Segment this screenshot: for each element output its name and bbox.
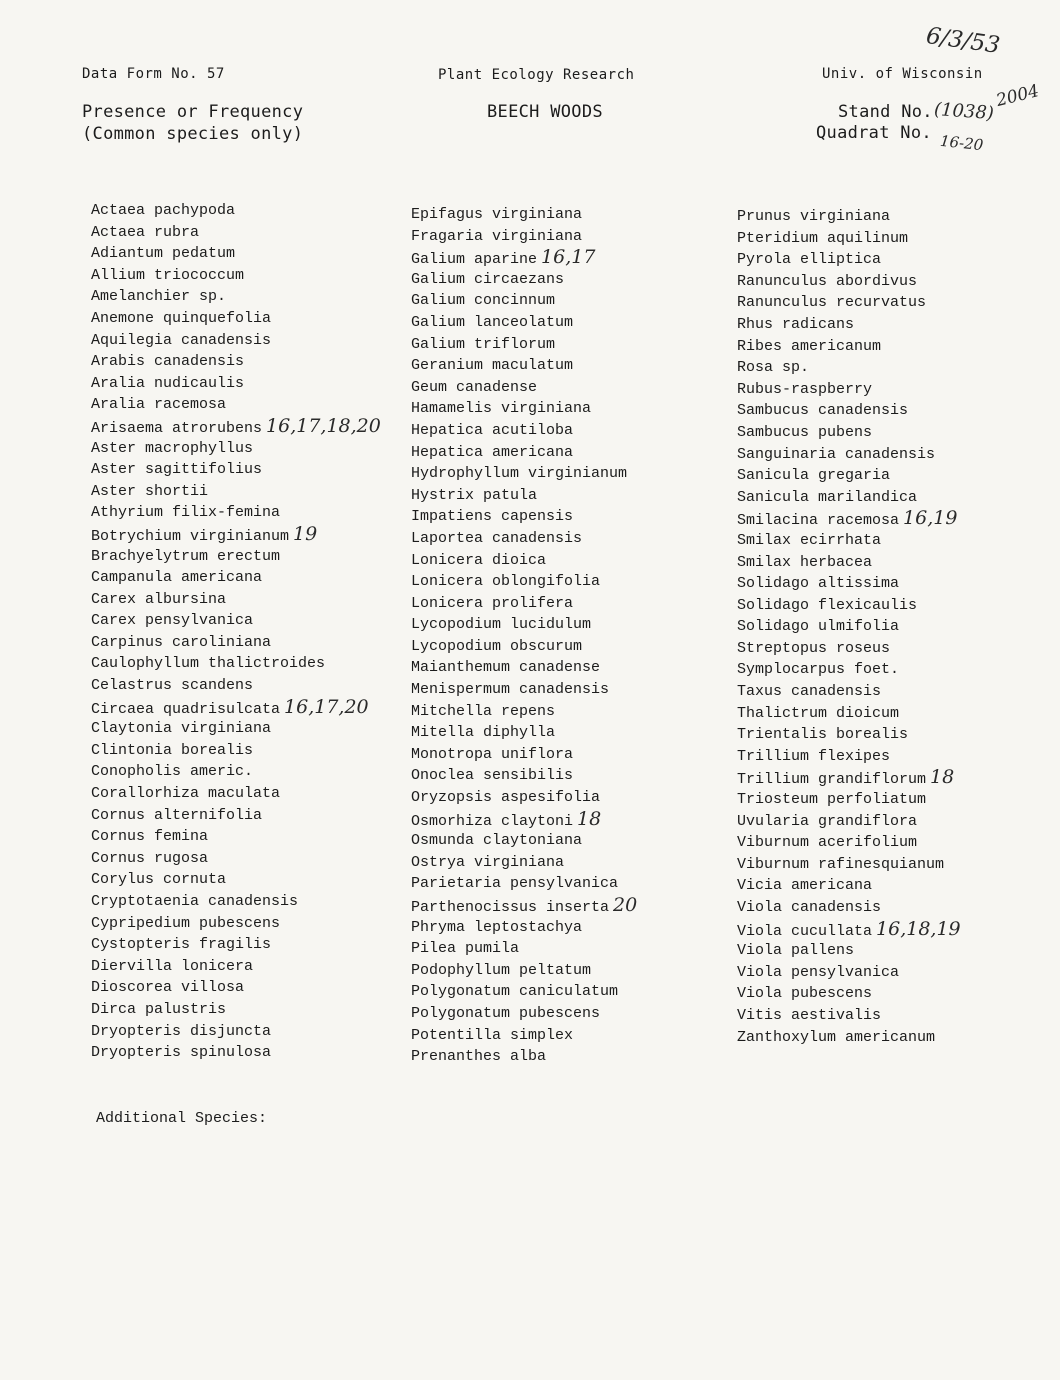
species-name: Carpinus caroliniana	[91, 633, 272, 651]
species-item	[411, 1025, 637, 1047]
species-item	[411, 960, 637, 982]
species-name: Clintonia borealis	[91, 741, 254, 759]
species-name: Corylus cornuta	[91, 871, 227, 889]
species-name: Allium triococcum	[91, 266, 245, 284]
organization: Plant Ecology Research	[438, 67, 635, 83]
species-item	[737, 724, 961, 746]
species-item	[737, 1027, 961, 1049]
species-item	[411, 485, 637, 507]
species-name: Hepatica acutiloba	[411, 421, 574, 439]
species-item	[411, 334, 637, 356]
species-item	[737, 616, 961, 638]
species-name: Oryzopsis aspesifolia	[411, 789, 601, 807]
species-item	[737, 249, 961, 271]
species-item	[91, 243, 381, 265]
species-item	[91, 589, 381, 611]
species-name: Aster macrophyllus	[91, 439, 254, 457]
species-item	[91, 546, 381, 568]
species-name: Actaea pachypoda	[91, 202, 236, 219]
species-item	[737, 789, 961, 811]
species-item	[411, 1046, 637, 1068]
species-item	[91, 200, 381, 222]
species-name: Trillium flexipes	[737, 747, 891, 765]
species-item	[411, 830, 637, 852]
species-name: Campanula americana	[91, 569, 263, 587]
species-column-3	[737, 206, 961, 1048]
species-name: Solidago altissima	[737, 575, 900, 593]
species-item	[411, 269, 637, 291]
species-name: Cystopteris fragilis	[91, 936, 272, 954]
species-name: Trillium grandiflorum	[737, 771, 927, 789]
species-name: Uvularia grandiflora	[737, 812, 918, 830]
species-name: Galium circaezans	[411, 270, 565, 288]
species-item	[737, 487, 961, 509]
species-name: Trientalis borealis	[737, 726, 909, 744]
species-name: Menispermum canadensis	[411, 681, 610, 699]
handwritten-quadrat-note: 16,19	[903, 507, 958, 530]
species-item	[411, 312, 637, 334]
species-item	[737, 336, 961, 358]
university: Univ. of Wisconsin	[822, 66, 983, 82]
species-name: Hamamelis virginiana	[411, 400, 592, 418]
species-item	[91, 351, 381, 373]
species-name: Smilax herbacea	[737, 553, 873, 571]
species-name: Aster shortii	[91, 482, 209, 500]
species-name: Viburnum acerifolium	[737, 834, 918, 852]
species-item	[737, 314, 961, 336]
species-name: Smilacina racemosa	[737, 512, 900, 530]
species-name: Dirca palustris	[91, 1000, 227, 1018]
species-name: Dryopteris disjuncta	[91, 1022, 272, 1040]
species-name: Pilea pumila	[411, 940, 520, 958]
species-item	[737, 854, 961, 876]
species-name: Conopholis americ.	[91, 763, 254, 781]
species-name: Polygonatum caniculatum	[411, 983, 619, 1001]
species-name: Galium lanceolatum	[411, 313, 574, 331]
species-item	[91, 805, 381, 827]
species-name: Thalictrum dioicum	[737, 704, 900, 722]
species-name: Viola canadensis	[737, 899, 882, 916]
species-item	[91, 610, 381, 632]
species-item	[91, 373, 381, 395]
species-name: Galium concinnum	[411, 292, 556, 310]
species-item	[737, 465, 961, 487]
species-name: Pteridium aquilinum	[737, 229, 909, 247]
species-item	[737, 595, 961, 617]
species-name: Viburnum rafinesquianum	[737, 855, 945, 873]
species-item	[411, 398, 637, 420]
species-name: Viola pallens	[737, 942, 855, 960]
additional-species-label: Additional Species:	[96, 1110, 268, 1127]
species-name: Symplocarpus foet.	[737, 661, 900, 679]
species-name: Potentilla simplex	[411, 1026, 574, 1044]
species-name: Sambucus pubens	[737, 423, 873, 441]
species-item	[737, 422, 961, 444]
species-item	[737, 983, 961, 1005]
species-name: Prenanthes alba	[411, 1048, 547, 1066]
species-item	[411, 463, 637, 485]
species-item	[737, 875, 961, 897]
species-item	[411, 722, 637, 744]
handwritten-quadrat-number: 16-20	[939, 131, 985, 155]
species-item	[91, 999, 381, 1021]
species-name: Triosteum perfoliatum	[737, 791, 927, 809]
species-item	[411, 895, 637, 917]
species-name: Aralia racemosa	[91, 396, 227, 414]
species-column-2	[411, 204, 637, 1068]
handwritten-date: 6/3/53	[924, 22, 1002, 60]
species-name: Amelanchier sp.	[91, 288, 227, 306]
handwritten-quadrat-note: 19	[293, 522, 318, 545]
species-item	[737, 379, 961, 401]
species-item	[737, 530, 961, 552]
species-item	[91, 956, 381, 978]
species-item	[91, 891, 381, 913]
species-item	[411, 636, 637, 658]
species-item	[737, 811, 961, 833]
species-item	[91, 459, 381, 481]
species-item	[411, 550, 637, 572]
species-name: Arisaema atrorubens	[91, 419, 263, 437]
species-name: Hepatica americana	[411, 443, 574, 461]
species-name: Maianthemum canadense	[411, 659, 601, 677]
species-item	[411, 290, 637, 312]
species-item	[91, 308, 381, 330]
species-name: Sanicula gregaria	[737, 467, 891, 485]
species-item	[737, 400, 961, 422]
species-item	[91, 977, 381, 999]
species-item	[411, 420, 637, 442]
species-name: Hydrophyllum virginianum	[411, 465, 628, 483]
species-item	[91, 632, 381, 654]
species-item	[91, 286, 381, 308]
species-item	[411, 809, 637, 831]
species-name: Sambucus canadensis	[737, 402, 909, 420]
species-name: Ostrya virginiana	[411, 853, 565, 871]
species-name: Cornus femina	[91, 828, 209, 846]
species-name: Mitchella repens	[411, 702, 556, 720]
species-item	[91, 330, 381, 352]
species-item	[91, 1042, 381, 1064]
species-name: Brachyelytrum erectum	[91, 547, 281, 565]
species-item	[411, 571, 637, 593]
species-name: Cornus alternifolia	[91, 806, 263, 824]
species-name: Hystrix patula	[411, 486, 538, 504]
species-name: Ranunculus recurvatus	[737, 294, 927, 312]
species-item	[737, 1005, 961, 1027]
species-item	[411, 226, 637, 248]
species-item	[737, 508, 961, 530]
species-name: Caulophyllum thalictroides	[91, 655, 326, 673]
species-name: Polygonatum pubescens	[411, 1004, 601, 1022]
species-item	[91, 524, 381, 546]
species-item	[737, 228, 961, 250]
species-name: Cypripedium pubescens	[91, 914, 281, 932]
species-item	[411, 614, 637, 636]
species-item	[91, 761, 381, 783]
species-name: Lycopodium lucidulum	[411, 616, 592, 634]
stand-label: Stand No.	[838, 102, 933, 122]
species-name: Claytonia virginiana	[91, 720, 272, 738]
species-item	[91, 567, 381, 589]
species-item	[411, 744, 637, 766]
species-item	[737, 746, 961, 768]
species-item	[411, 355, 637, 377]
species-name: Galium aparine	[411, 251, 538, 269]
form-title-line1: Presence or Frequency	[82, 102, 304, 122]
species-name: Taxus canadensis	[737, 683, 882, 701]
species-name: Prunus virginiana	[737, 208, 891, 225]
species-name: Parietaria pensylvanica	[411, 875, 619, 893]
species-item	[411, 528, 637, 550]
species-item	[411, 377, 637, 399]
species-name: Sanicula marilandica	[737, 488, 918, 506]
species-item	[91, 913, 381, 935]
species-item	[91, 826, 381, 848]
species-name: Carex pensylvanica	[91, 612, 254, 630]
species-item	[411, 593, 637, 615]
species-name: Rosa sp.	[737, 359, 810, 377]
species-name: Actaea rubra	[91, 223, 200, 241]
species-item	[91, 1021, 381, 1043]
species-item	[411, 506, 637, 528]
species-item	[737, 962, 961, 984]
species-item	[411, 787, 637, 809]
species-name: Smilax ecirrhata	[737, 531, 882, 549]
handwritten-quadrat-note: 16,17,18,20	[266, 414, 381, 437]
species-item	[411, 917, 637, 939]
species-item	[91, 481, 381, 503]
species-name: Ribes americanum	[737, 337, 882, 355]
species-name: Cryptotaenia canadensis	[91, 893, 299, 910]
species-item	[91, 222, 381, 244]
species-name: Botrychium virginianum	[91, 527, 290, 545]
species-name: Epifagus virginiana	[411, 206, 583, 223]
species-item	[91, 394, 381, 416]
species-item	[737, 444, 961, 466]
species-name: Pyrola elliptica	[737, 251, 882, 269]
handwritten-quadrat-note: 16,17,20	[284, 695, 369, 718]
species-item	[411, 701, 637, 723]
species-item	[91, 416, 381, 438]
species-name: Rhus radicans	[737, 315, 855, 333]
species-item	[737, 271, 961, 293]
species-item	[411, 873, 637, 895]
species-name: Sanguinaria canadensis	[737, 445, 936, 463]
species-name: Solidago flexicaulis	[737, 596, 918, 614]
species-item	[411, 938, 637, 960]
species-item	[411, 679, 637, 701]
handwritten-quadrat-note: 16,17	[541, 246, 596, 269]
species-item	[91, 675, 381, 697]
species-name: Lonicera dioica	[411, 551, 547, 569]
handwritten-quadrat-note: 16,18,19	[876, 917, 961, 940]
handwritten-quadrat-note: 20	[613, 894, 638, 916]
species-item	[91, 783, 381, 805]
species-item	[737, 703, 961, 725]
species-name: Solidago ulmifolia	[737, 618, 900, 636]
species-name: Streptopus roseus	[737, 639, 891, 657]
species-item	[737, 897, 961, 919]
species-item	[91, 934, 381, 956]
species-item	[91, 718, 381, 740]
species-item	[737, 940, 961, 962]
species-item	[737, 681, 961, 703]
species-item	[91, 653, 381, 675]
species-name: Mitella diphylla	[411, 724, 556, 742]
species-item	[737, 206, 961, 228]
species-item	[737, 552, 961, 574]
species-item	[91, 697, 381, 719]
species-name: Laportea canadensis	[411, 529, 583, 547]
species-item	[411, 1003, 637, 1025]
species-item	[91, 502, 381, 524]
form-title-line2: (Common species only)	[82, 124, 304, 144]
species-name: Cornus rugosa	[91, 849, 209, 867]
species-name: Podophyllum peltatum	[411, 961, 592, 979]
species-item	[91, 438, 381, 460]
species-item	[737, 832, 961, 854]
species-name: Dioscorea villosa	[91, 979, 245, 997]
species-name: Fragaria virginiana	[411, 227, 583, 245]
species-name: Lycopodium obscurum	[411, 637, 583, 655]
species-name: Vicia americana	[737, 877, 873, 895]
community-title: BEECH WOODS	[487, 102, 603, 122]
species-name: Diervilla lonicera	[91, 957, 254, 975]
species-name: Onoclea sensibilis	[411, 767, 574, 785]
species-name: Arabis canadensis	[91, 353, 245, 371]
species-name: Viola cucullata	[737, 922, 873, 940]
species-name: Adiantum pedatum	[91, 245, 236, 263]
species-item	[411, 657, 637, 679]
species-name: Osmorhiza claytoni	[411, 812, 574, 830]
species-name: Geranium maculatum	[411, 357, 574, 375]
handwritten-stand-number: (1038)	[933, 98, 995, 125]
species-name: Carex albursina	[91, 590, 227, 608]
species-name: Impatiens capensis	[411, 508, 574, 526]
species-name: Viola pubescens	[737, 985, 873, 1003]
species-name: Aquilegia canadensis	[91, 331, 272, 349]
species-column-1	[91, 200, 381, 1064]
species-item	[411, 247, 637, 269]
species-item	[91, 265, 381, 287]
species-item	[411, 765, 637, 787]
species-item	[411, 981, 637, 1003]
species-item	[737, 919, 961, 941]
species-item	[91, 869, 381, 891]
handwritten-stand-extra: 2004	[994, 81, 1042, 111]
species-name: Athyrium filix-femina	[91, 504, 281, 522]
species-name: Geum canadense	[411, 378, 538, 396]
quadrat-label: Quadrat No.	[816, 123, 932, 143]
species-item	[411, 204, 637, 226]
species-name: Lonicera prolifera	[411, 594, 574, 612]
handwritten-quadrat-note: 18	[930, 766, 955, 789]
species-item	[91, 740, 381, 762]
species-name: Aralia nudicaulis	[91, 374, 245, 392]
species-item	[737, 573, 961, 595]
species-name: Dryopteris spinulosa	[91, 1044, 272, 1062]
species-name: Rubus-raspberry	[737, 380, 873, 398]
species-name: Parthenocissus inserta	[411, 899, 610, 916]
species-item	[737, 767, 961, 789]
species-item	[91, 848, 381, 870]
species-name: Galium triflorum	[411, 335, 556, 353]
species-name: Zanthoxylum americanum	[737, 1028, 936, 1046]
species-name: Anemone quinquefolia	[91, 309, 272, 327]
species-item	[737, 292, 961, 314]
species-name: Aster sagittifolius	[91, 461, 263, 479]
species-item	[737, 659, 961, 681]
species-name: Celastrus scandens	[91, 677, 254, 695]
species-name: Corallorhiza maculata	[91, 785, 281, 803]
species-name: Phryma leptostachya	[411, 918, 583, 936]
species-name: Lonicera oblongifolia	[411, 573, 601, 591]
species-name: Osmunda claytoniana	[411, 832, 583, 850]
species-name: Circaea quadrisulcata	[91, 700, 281, 718]
species-name: Monotropa uniflora	[411, 745, 574, 763]
species-name: Ranunculus abordivus	[737, 272, 918, 290]
handwritten-quadrat-note: 18	[577, 807, 602, 830]
species-item	[411, 852, 637, 874]
species-item	[737, 638, 961, 660]
species-name: Vitis aestivalis	[737, 1006, 882, 1024]
species-item	[411, 442, 637, 464]
form-number: Data Form No. 57	[82, 66, 225, 82]
species-name: Viola pensylvanica	[737, 963, 900, 981]
species-item	[737, 357, 961, 379]
